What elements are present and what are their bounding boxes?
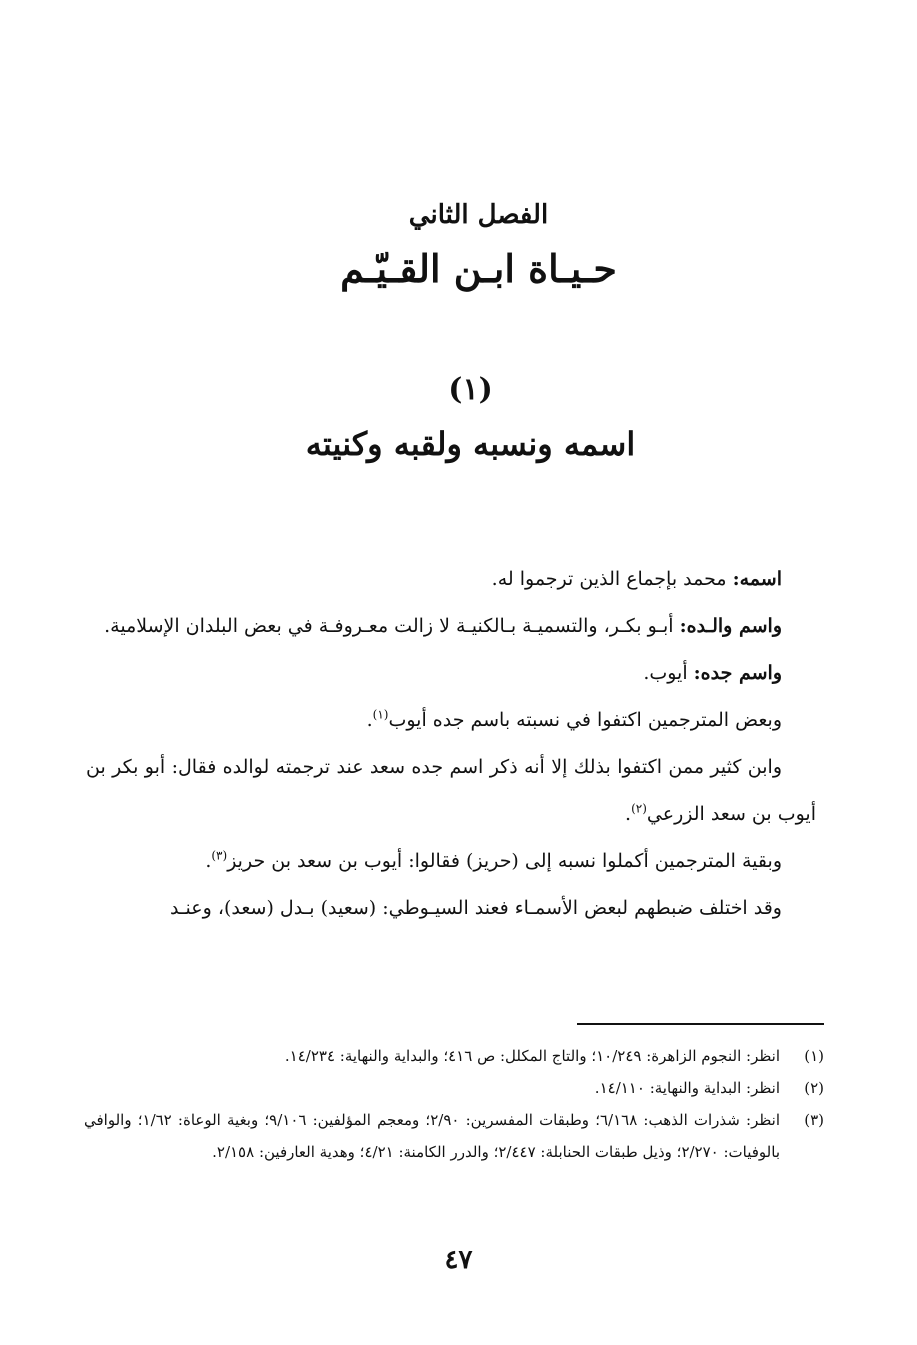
paragraph-translators <box>86 697 816 744</box>
footnote-ref[interactable]: (٢) <box>631 801 647 816</box>
paragraph-text: وبقية المترجمين أكملوا نسبه إلى (حريز) فقالوا: أيوب بن سعد بن حريز <box>227 850 782 872</box>
footnote-text: انظر: النجوم الزاهرة: ١٠/٢٤٩؛ والتاج المكلل: ص ٤١٦؛ والبداية والنهاية: ١٤/٢٣٤. <box>284 1047 780 1065</box>
paragraph-end: . <box>205 850 212 872</box>
footnote-number: (٢) <box>804 1079 824 1097</box>
paragraph-end: . <box>366 709 373 731</box>
section-title: اسمه ونسبه ولقبه وكنيته <box>305 425 636 463</box>
footnote-ref[interactable]: (٣) <box>211 848 228 863</box>
paragraph-ibn-kathir <box>86 744 816 838</box>
paragraph-lead: واسم والـده: <box>679 615 782 637</box>
footnote-item <box>84 1104 824 1168</box>
footnote-ref[interactable]: (١) <box>372 707 389 722</box>
chapter-title: حـيـاة ابـن القـيّـم <box>340 246 617 291</box>
paragraph-grandfather-name <box>86 650 816 697</box>
paragraph-father-name <box>86 603 816 650</box>
chapter-label: الفصل الثاني <box>408 200 549 230</box>
footnotes <box>84 1040 824 1168</box>
paragraph-text: وقد اختلف ضبطهم لبعض الأسمـاء فعند السيـوطي: (سعيد) بـدل (سعد)، وعنـد <box>170 897 782 919</box>
paragraph-name <box>86 556 816 603</box>
footnote-number: (٣) <box>804 1111 824 1129</box>
paragraph-text: أيوب. <box>643 662 694 684</box>
paragraph-text: وبعض المترجمين اكتفوا في نسبته باسم جده أيوب <box>388 709 782 731</box>
paragraph-lead: اسمه: <box>732 568 782 590</box>
paragraph-text: أبـو بكـر، والتسميـة بـالكنيـة لا زالت معـروفـة في بعض البلدان الإسلامية. <box>104 615 680 637</box>
paragraph-spelling-differences <box>86 885 816 932</box>
paragraph-end: . <box>625 803 632 825</box>
footnote-separator <box>577 1023 824 1025</box>
page-number: ٤٧ <box>444 1245 473 1275</box>
footnote-number: (١) <box>804 1047 824 1065</box>
footnote-text: انظر: البداية والنهاية: ١٤/١١٠. <box>594 1079 780 1097</box>
footnote-text: انظر: شذرات الذهب: ٦/١٦٨؛ وطبقات المفسرين: ٢/٩٠؛ ومعجم المؤلفين: ٩/١٠٦؛ وبغية الوعاة: ١/٦٢؛ والوافي بالوفيات: ٢/٢٧٠؛ وذيل طبقات الحنابلة: ٢/٤٤٧؛ والدرر الكامنة: ٤/٢١؛ وهدية العارفين: ٢/١٥٨. <box>84 1111 781 1161</box>
paragraph-text: محمد بإجماع الذين ترجموا له. <box>491 568 733 590</box>
section-number: (١) <box>448 372 493 407</box>
paragraph-remaining-translators <box>86 838 816 885</box>
paragraph-text: وابن كثير ممن اكتفوا بذلك إلا أنه ذكر اسم جده سعد عند ترجمته لوالده فقال: أبو بكر بن أيوب بن سعد الزرعي <box>86 756 816 825</box>
body-text <box>86 556 816 932</box>
footnote-item <box>84 1040 824 1072</box>
footnote-item <box>84 1072 824 1104</box>
paragraph-lead: واسم جده: <box>693 662 782 684</box>
